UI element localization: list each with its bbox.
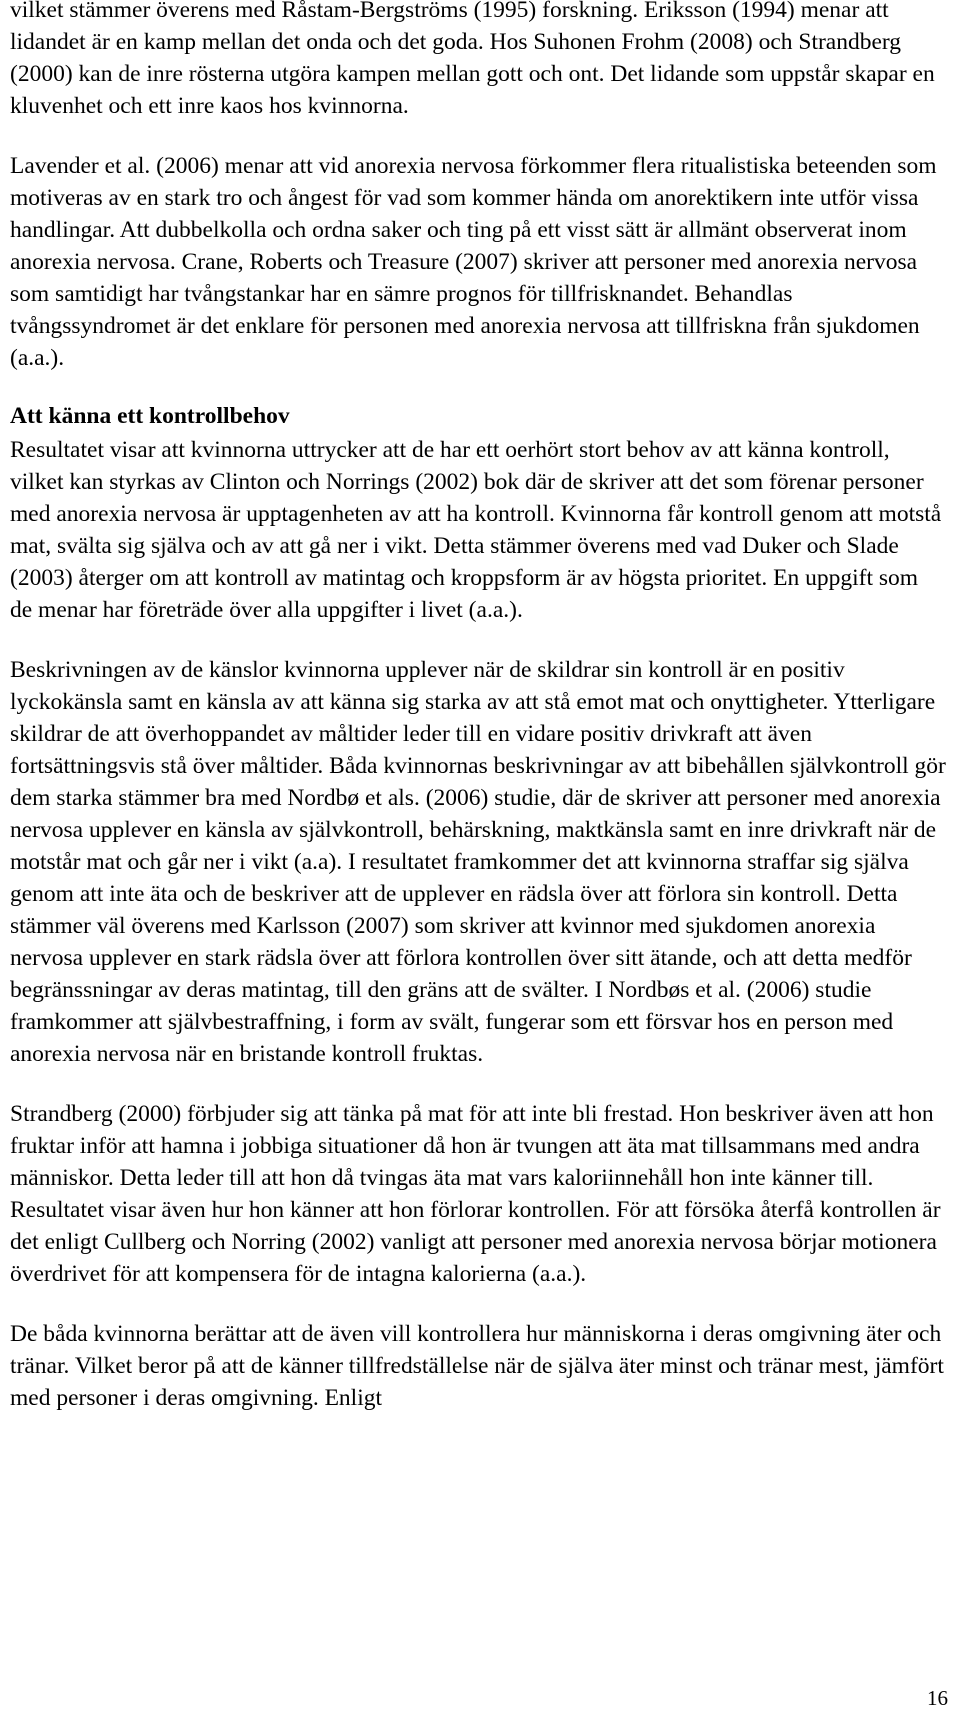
paragraph-beskrivningen: Beskrivningen av de känslor kvinnorna upplever när de skildrar sin kontroll är en positiv lyckokänsla samt en känsla av att känna sig starka av att stå emot mat och onyttigheter. Ytterligare skildrar de att överhoppandet av måltider leder till en vidare positiv drivkraft att även fortsättningsvis stå över måltider. Båda kvinnornas beskrivningar av att bibehållen självkontroll gör dem starka stämmer bra med Nordbø et als. (2006) studie, där de skriver att personer med anorexia nervosa upplever en känsla av självkontroll, behärskning, maktkänsla samt en inre drivkraft när de motstår mat och går ner i vikt (a.a). I resultatet framkommer det att kvinnorna straffar sig själva genom att inte äta och de beskriver att de upplever en rädsla över att förlora sin kontroll. Detta stämmer väl överens med Karlsson (2007) som skriver att kvinnor med sjukdomen anorexia nervosa upplever en stark rädsla över att förlora kontrollen över sitt ätande, och att detta medför begränssningar av deras matintag, till den gräns att de svälter. I Nordbøs et al. (2006) studie framkommer att självbestraffning, i form av svält, fungerar som ett försvar hos en person med anorexia nervosa när en bristande kontroll fruktas. <box>10 657 946 1067</box>
page-number: 16 <box>927 1686 948 1710</box>
paragraph-de-bada-kvinnorna: De båda kvinnorna berättar att de även vill kontrollera hur människorna i deras omgivning äter och tränar. Vilket beror på att de känner tillfredställelse när de själva äter minst och tränar mest, jämfört med personer i deras omgivning. Enligt <box>10 1321 944 1411</box>
paragraph-lavender: Lavender et al. (2006) menar att vid anorexia nervosa förkommer flera ritualistiska beteenden som motiveras av en stark tro och ångest för vad som kommer hända om anorektikern inte utför vissa handlingar. Att dubbelkolla och ordna saker och ting på ett visst sätt är allmänt observerat inom anorexia nervosa. Crane, Roberts och Treasure (2007) skriver att personer med anorexia nervosa som samtidigt har tvångstankar har en sämre prognos för tillfrisknandet. Behandlas tvångssyndromet är det enklare för personen med anorexia nervosa att tillfriskna från sjukdomen (a.a.). <box>10 153 937 371</box>
paragraph-resultatet-kontroll: Resultatet visar att kvinnorna uttrycker att de har ett oerhört stort behov av att känna kontroll, vilket kan styrkas av Clinton och Norrings (2002) bok där de skriver att det som förenar personer med anorexia nervosa är upptagenheten av att ha kontroll. Kvinnorna får kontroll genom att motstå mat, svälta sig själva och av att gå ner i vikt. Detta stämmer överens med vad Duker och Slade (2003) återger om att kontroll av matintag och kroppsform är av högsta prioritet. En uppgift som de menar har företräde över alla uppgifter i livet (a.a.). <box>10 437 942 623</box>
paragraph-strandberg: Strandberg (2000) förbjuder sig att tänka på mat för att inte bli frestad. Hon beskriver även att hon fruktar inför att hamna i jobbiga situationer då hon är tvungen att äta mat tillsammans med andra människor. Detta leder till att hon då tvingas äta mat vars kaloriinnehåll hon inte känner till. Resultatet visar även hur hon känner att hon förlorar kontrollen. För att försöka återfå kontrollen är det enligt Cullberg och Norring (2002) vanligt att personer med anorexia nervosa börjar motionera överdrivet för att kompensera för de intagna kalorierna (a.a.). <box>10 1101 941 1287</box>
section-heading-kontrollbehov: Att känna ett kontrollbehov <box>10 403 290 429</box>
paragraph-rastam-bergstrom: vilket stämmer överens med Råstam-Bergströms (1995) forskning. Eriksson (1994) menar att lidandet är en kamp mellan det onda och det goda. Hos Suhonen Frohm (2008) och Strandberg (2000) kan de inre rösterna utgöra kampen mellan gott och ont. Det lidande som uppstår skapar en kluvenhet och ett inre kaos hos kvinnorna. <box>10 0 935 119</box>
document-page <box>10 0 946 1414</box>
